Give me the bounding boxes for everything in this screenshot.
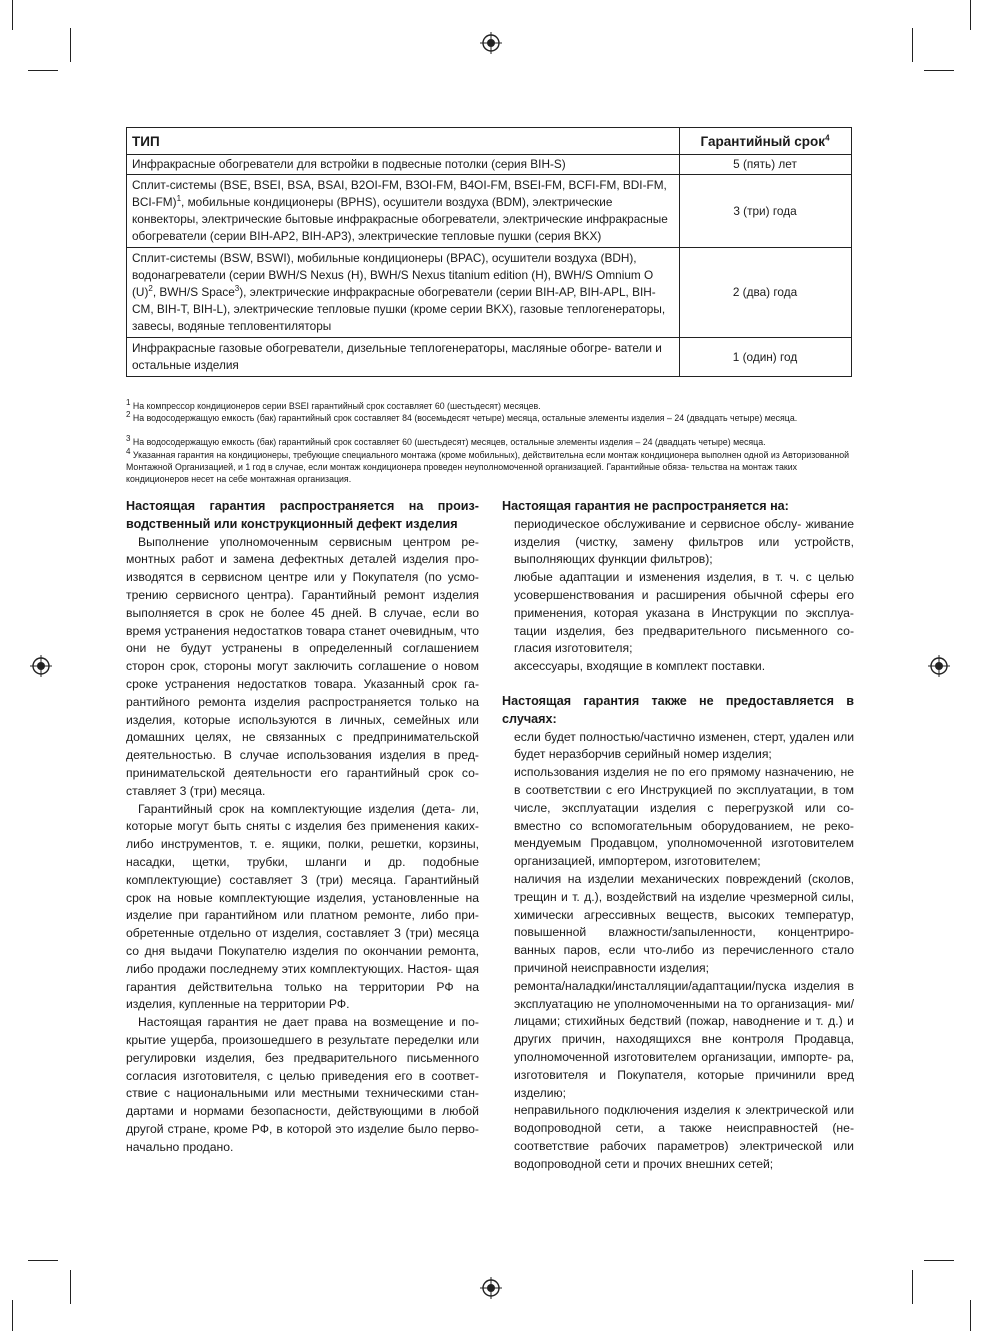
left-column [126, 498, 479, 1156]
crop-mark [28, 1260, 58, 1261]
table-row [127, 338, 852, 377]
footnote-ref: 2 [148, 284, 153, 294]
footnote-ref: 1 [176, 194, 182, 204]
footnote-text: Указанная гарантия на кондиционеры, требующие специального монтажа (кроме мобильных), действительна если монтаж кондиционера выполнен одной из Авторизованной Монтажной Организацией, и 1 год в случае, если монтаж кондиционера проведен неуполномоченной организацией. Гарантийные обяза- тельства на монтаж таких кондиционеров несет на себе монтажная организация. [126, 450, 850, 484]
table-cell-term: 5 (пять) лет [680, 155, 852, 175]
footnote [126, 398, 854, 412]
paragraph: Выполнение уполномоченным сервисным центром ре- монтных работ и замена дефектных деталей изделия про- изводятся в сервисном центре или у Покупателя (по усмо- трению сервисного центра). Гарантийный ремонт изделия выполняется в срок не более 45 дней. В случае, если во время устранения недостатков товара станет очевидным, что они не будут устранены в определенный соглашением сторон срок, стороны могут заключить соглашение о новом сроке устранения недостатков товара. Указанный срок га- рантийного ремонта изделия распространяется только на изделия, которые используются в личных, семейных или домашних целях, не связанных с предпринимательской деятельностью. В случае использования изделия в пред- принимательской деятельности его гарантийный срок со- ставляет 3 (три) месяца. [126, 534, 479, 798]
list-item: неправильного подключения изделия к электрической или водопроводной сети, а также неисправностей (не- соответствие рабочих параметров) электрической или водопроводной сети и прочих внешних сетей; [514, 1103, 854, 1171]
footnote-number: 2 [126, 410, 131, 420]
table-cell-text: , BWH/S Space [152, 285, 235, 299]
table-cell-text: Сплит-системы (BSE, BSEI, BSA, BSAI, B2OI-FM, B3OI-FM, B4OI-FM, BSEI-FM, BCFI-FM, BDI-FM, BCI-FM) [132, 178, 667, 209]
footnote [126, 449, 854, 485]
table-row [127, 175, 852, 248]
crop-mark [70, 1270, 71, 1304]
table-cell-type [127, 175, 680, 248]
table-cell-type: Инфракрасные обогреватели для встройки в подвесные потолки (серия BIH-S) [127, 155, 680, 175]
footnote-text: На водосодержащую емкость (бак) гарантийный срок составляет 84 (восемьдесят четыре) месяца, остальные элементы изделия – 24 (двадцать четыре) месяца. [132, 413, 798, 423]
footnote-number: 4 [126, 447, 131, 457]
crop-mark [70, 28, 71, 62]
list-item: использования изделия не по его прямому назначению, не в соответствии с его Инструкцией по эксплуатации, в том числе, эксплуатации изделия с перегрузкой или со- вместно со вспомогательным оборудованием, не реко- мендуемым Продавцом, уполномоченной изготовителем организацией, импортером, изготовителем; [514, 765, 854, 869]
section-heading: Настоящая гарантия также не предоставляется в случаях: [502, 693, 854, 726]
footnote-ref: 4 [825, 133, 830, 142]
table-cell-term: 1 (один) год [680, 338, 852, 377]
footnote [126, 410, 854, 424]
registration-mark-icon [480, 1277, 502, 1299]
footnote-ref: 3 [234, 284, 240, 294]
right-column [502, 498, 854, 1173]
table-cell-text: Сплит-системы (BSW, BSWI), мобильные кондиционеры (BPAC), осушители воздуха (BDH), водонагреватели (серии BWH/S Nexus (H), BWH/S Nexus titanium edition (H), BWH/S Omnium O (U) [132, 251, 654, 299]
crop-mark [912, 28, 913, 62]
footnote-number: 3 [126, 434, 131, 444]
table-cell-type: Инфракрасные газовые обогреватели, дизельные теплогенераторы, масляные обогре- ватели и остальные изделия [127, 338, 680, 377]
registration-mark-icon [30, 655, 52, 677]
table-row [127, 155, 852, 175]
table-cell-type [127, 248, 680, 338]
table-header-row [127, 128, 852, 155]
list-item: периодическое обслуживание и сервисное обслу- живание изделия (чистку, замену фильтров или устройств, выполняющих функции фильтров); [514, 516, 854, 567]
paragraph: Настоящая гарантия не дает права на возмещение и по- крытие ущерба, произошедшего в результате переделки или регулировки изделия, без предварительного письменного согласия изготовителя, с целью приведения его в соответ- ствие с национальными или местными техническими стан- дартами и нормами безопасности, действующими в любой другой стране, кроме РФ, в которой это изделие было перво- начально продано. [126, 1015, 479, 1154]
crop-mark [912, 1270, 913, 1304]
list-item: любые адаптации и изменения изделия, в т. ч. с целью усовершенствования и расширения обычной сферы его применения, которая указана в Инструкции по эксплуа- тации изделия, без предварительного письменного со- гласия изготовителя; [514, 570, 854, 656]
crop-mark [970, 0, 971, 30]
crop-mark [924, 70, 954, 71]
crop-mark [970, 1300, 971, 1331]
list-item: если будет полностью/частично изменен, стерт, удален или будет неразборчив серийный номер изделия; [514, 729, 854, 762]
warranty-table [126, 127, 852, 377]
registration-mark-icon [480, 32, 502, 54]
table-cell-term: 3 (три) года [680, 175, 852, 248]
exclusion-list [502, 516, 854, 676]
section-heading: Настоящая гарантия распространяется на произ- водственный или конструкционный дефект изделия [126, 499, 479, 531]
column-header-term [680, 128, 852, 155]
crop-mark [924, 1260, 954, 1261]
column-header-term-label: Гарантийный срок [700, 133, 826, 149]
registration-mark-icon [928, 655, 950, 677]
footnote-text: На водосодержащую емкость (бак) гарантийный срок составляет 60 (шестьдесят) месяцев, остальные элементы изделия – 24 (двадцать четыре) месяца. [132, 437, 766, 447]
table-cell-text: , мобильные кондиционеры (BPHS), осушители воздуха (BDM), электрические конвекторы, электрические бытовые инфракрасные обогреватели, электрические инфракрасные обогреватели (серии BIH-AP2, BIH-AP3), электрические тепловые пушки (серия BKX) [132, 195, 668, 243]
footnote-text: На компрессор кондиционеров серии BSEI гарантийный срок составляет 60 (шестьдесят) месяцев. [132, 401, 541, 411]
exclusion-list [502, 729, 854, 1174]
table-cell-text: ), электрические инфракрасные обогреватели (серии BIH-AP, BIH-APL, BIH-CM, BIH-T, BIH-L), электрические тепловые пушки (кроме серии BKX), газовые теплогенераторы, завесы, водяные тепловентиляторы [132, 285, 666, 333]
list-item: ремонта/наладки/инсталляции/адаптации/пуска изделия в эксплуатацию не уполномоченными на то организация- ми/лицами; стихийных бедствий (пожар, наводнение и т. д.) и других причин, находящихся вне контроля Продавца, уполномоченной изготовителем организации, импорте- ра, изготовителя и Покупателя, которые причинили вред изделию; [514, 978, 854, 1100]
footnote [126, 434, 854, 448]
footnote-number: 1 [126, 398, 131, 408]
crop-mark [12, 0, 13, 30]
table-row [127, 248, 852, 338]
list-item: аксессуары, входящие в комплект поставки. [514, 659, 766, 674]
paragraph: Гарантийный срок на комплектующие изделия (дета- ли, которые могут быть сняты с изделия без применения каких-либо инструментов, т. е. ящики, полки, решетки, корзины, насадки, щетки, трубки, шланги и др. подобные комплектующие) составляет 3 (три) месяца. Гарантийный срок на новые комплектующие изделия, установленные на изделие при гарантийном или платном ремонте, либо при- обретенные отдельно от изделия, составляет 3 (три) месяца со дня выдачи Покупателю изделия по окончании ремонта, либо продажи последнему этих комплектующих. Настоя- щая гарантия действительна только на территории РФ на изделия, купленные на территории РФ. [126, 801, 479, 1012]
column-header-type: ТИП [127, 128, 680, 155]
table-cell-term: 2 (два) года [680, 248, 852, 338]
crop-mark [12, 1300, 13, 1331]
list-item: наличия на изделии механических повреждений (сколов, трещин и т. д.), воздействий на изделие чрезмерной силы, химически агрессивных веществ, высоких температур, повышенной влажности/запыленности, концентриро- ванных паров, если что-либо из перечисленного стало причиной неисправности изделия; [514, 871, 854, 975]
section-heading: Настоящая гарантия не распространяется на: [502, 499, 789, 513]
crop-mark [28, 70, 58, 71]
